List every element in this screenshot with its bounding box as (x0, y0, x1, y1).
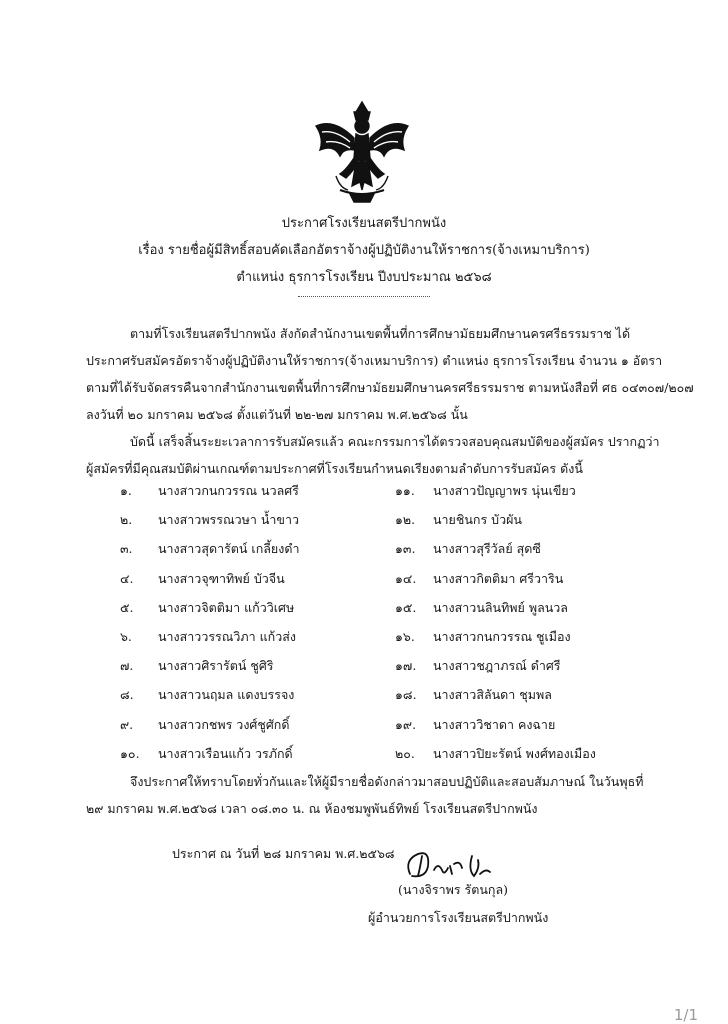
list-item (120, 568, 300, 597)
list-item (120, 655, 300, 684)
list-number: ๑๘. (395, 687, 417, 703)
list-item (395, 509, 596, 538)
candidate-name: นางสาวพรรณวษา น้ำขาว (157, 512, 299, 528)
candidate-name: นางสาววิชาดา คงฉาย (432, 716, 556, 732)
paragraph-line: ผู้สมัครที่มีคุณสมบัติผ่านเกณฑ์ตามประกาศที่โรงเรียนกำหนดเรียงตามลำดับการรับสมัคร ดังนี้ (86, 461, 583, 476)
list-item (395, 538, 596, 567)
handwritten-signature (400, 846, 510, 882)
list-number: ๙. (120, 716, 134, 732)
candidate-name: นางสาวกนกวรรณ นวลศรี (157, 483, 299, 498)
closing-line: ๒๙ มกราคม พ.ศ.๒๕๖๘ เวลา ๐๘.๓๐ น. ณ ห้องชมพูพันธ์ทิพย์ โรงเรียนสตรีปากพนัง (86, 801, 538, 816)
list-item (120, 509, 300, 538)
list-item (120, 626, 300, 655)
list-item (120, 480, 300, 509)
list-number: ๑๓. (395, 541, 416, 557)
list-number: ๑๙. (395, 716, 417, 732)
candidate-name: นางสาวนฤมล แดงบรรจง (157, 687, 295, 703)
candidate-name: นางสาวชฎาภรณ์ ดำศรี (432, 658, 561, 674)
list-number: ๑๐. (120, 745, 140, 761)
candidate-name: นางสาวเรือนแก้ว วรภักดิ์ (157, 745, 293, 761)
list-item (120, 597, 300, 626)
candidate-name: นางสาวสิลันดา ชุมพล (432, 687, 552, 703)
candidate-name: นางสาวปัญญาพร นุ่นเขียว (432, 483, 576, 498)
list-number: ๖. (120, 628, 132, 644)
list-number: ๑๗. (395, 658, 417, 674)
candidate-name: นางสาวกิตติมา ศรีวาริน (432, 570, 564, 586)
list-item (120, 538, 300, 567)
candidate-name: นางสาวกชพร วงศ์ชูศักดิ์ (157, 716, 290, 732)
list-item (120, 684, 300, 713)
list-number: ๗. (120, 658, 134, 674)
announcement-date: ประกาศ ณ วันที่ ๒๘ มกราคม พ.ศ.๒๕๖๘ (172, 846, 395, 861)
list-item (395, 626, 596, 655)
announcement-org: ประกาศโรงเรียนสตรีปากพนัง (281, 216, 447, 231)
candidate-name: นางสาววรรณวิภา แก้วส่ง (157, 628, 296, 644)
paragraph-line: ประกาศรับสมัครอัตราจ้างผู้ปฏิบัติงานให้ราชการ(จ้างเหมาบริการ) ตำแหน่ง ธุรการโรงเรียน จำนวน ๑ อัตรา (86, 353, 663, 368)
list-number: ๒๐. (395, 745, 415, 761)
candidate-name: นางสาวกนกวรรณ ชูเมือง (432, 628, 571, 644)
list-number: ๔. (120, 570, 134, 586)
paragraph-line: ตามที่ได้รับจัดสรรคืนจากสำนักงานเขตพื้นที่การศึกษามัธยมศึกษานครศรีธรรมราช ตามหนังสือที่ ศธ ๐๔๓๐๗/๒๐๗ (86, 380, 694, 395)
list-item (395, 568, 596, 597)
candidate-name: นางสาวสุรีวัลย์ สุดซี (432, 541, 541, 557)
list-number: ๒. (120, 512, 133, 528)
page-indicator: 1/1 (673, 1006, 698, 1024)
paragraph-line: ตามที่โรงเรียนสตรีปากพนัง สังกัดสำนักงานเขตพื้นที่การศึกษามัธยมศึกษานครศรีธรรมราช ได้ (130, 326, 631, 341)
list-item (395, 684, 596, 713)
announcement-subject: เรื่อง รายชื่อผู้มีสิทธิ์สอบคัดเลือกอัตราจ้างผู้ปฏิบัติงานให้ราชการ(จ้างเหมาบริการ) (138, 243, 590, 258)
candidate-name: นางสาวปิยะรัตน์ พงศ์ทองเมือง (432, 745, 596, 761)
candidate-name: นางสาวศิรารัตน์ ชูศิริ (157, 658, 274, 674)
list-number: ๓. (120, 541, 133, 557)
announcement-position: ตำแหน่ง ธุรการโรงเรียน ปีงบประมาณ ๒๕๖๘ (236, 270, 492, 285)
signatory-title: ผู้อำนวยการโรงเรียนสตรีปากพนัง (368, 910, 549, 925)
list-number: ๑๖. (395, 628, 415, 644)
candidate-name: นางสาวนลินทิพย์ พูลนวล (432, 599, 568, 615)
candidate-list-right (395, 480, 596, 772)
paragraph-line: ลงวันที่ ๒๐ มกราคม ๒๕๖๘ ตั้งแต่วันที่ ๒๒-๒๗ มกราคม พ.ศ.๒๕๖๘ นั้น (86, 407, 468, 422)
candidate-list-left (120, 480, 300, 772)
candidate-name: นางสาวจิตติมา แก้ววิเศษ (157, 599, 295, 615)
paragraph-line: บัดนี้ เสร็จสิ้นระยะเวลาการรับสมัครแล้ว คณะกรรมการได้ตรวจสอบคุณสมบัติของผู้สมัคร ปรากฏว่า (130, 434, 660, 449)
list-item (120, 714, 300, 743)
candidate-name: นางสาวสุดารัตน์ เกลี้ยงดำ (157, 541, 300, 557)
list-item (395, 480, 596, 509)
signatory-name: (นางจิราพร รัตนกุล) (398, 882, 509, 897)
closing-line: จึงประกาศให้ทราบโดยทั่วกันและให้ผู้มีรายชื่อดังกล่าวมาสอบปฏิบัติและสอบสัมภาษณ์ ในวันพุธที่ (130, 774, 644, 789)
list-item (395, 714, 596, 743)
list-item (395, 597, 596, 626)
list-number: ๑. (120, 483, 132, 498)
list-item (395, 655, 596, 684)
list-number: ๑๒. (395, 512, 416, 528)
candidate-name: นายชินกร บัวผัน (432, 512, 522, 528)
list-number: ๑๕. (395, 599, 417, 615)
list-number: ๑๑. (395, 483, 415, 498)
candidate-name: นางสาวจุฑาทิพย์ บัวจีน (157, 570, 285, 586)
garuda-emblem-icon (310, 98, 414, 204)
list-number: ๑๔. (395, 570, 417, 586)
list-number: ๕. (120, 599, 134, 615)
dotted-divider (298, 296, 430, 297)
list-number: ๘. (120, 687, 134, 703)
